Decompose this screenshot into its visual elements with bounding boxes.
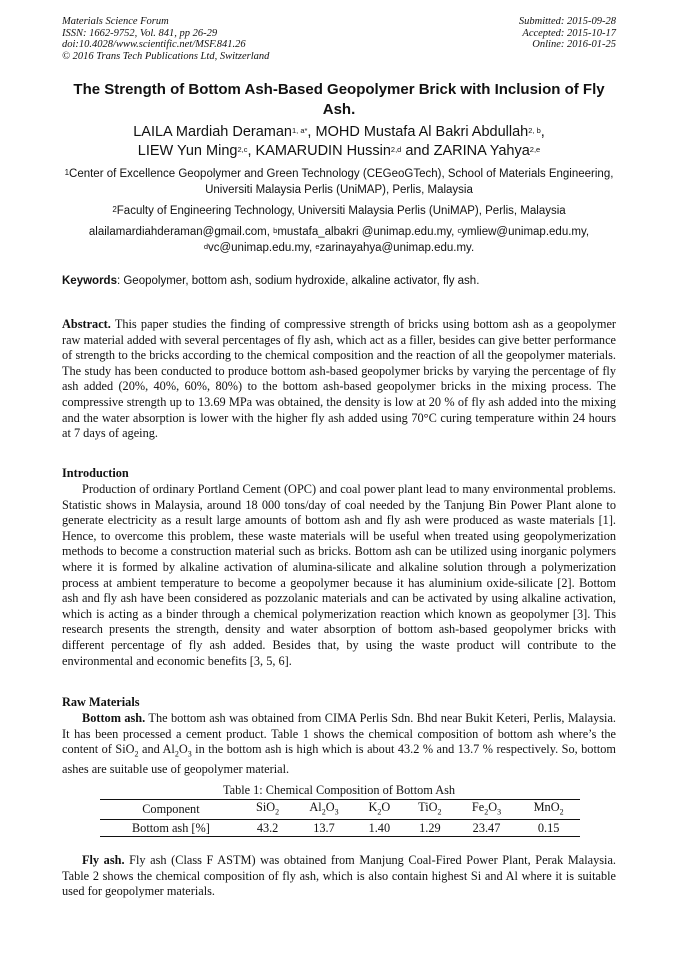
submission-dates	[519, 16, 616, 51]
email-separator: ,	[308, 241, 316, 254]
table-cell: 13.7	[313, 820, 335, 835]
author: MOHD Mustafa Al Bakri Abdullah	[315, 124, 529, 140]
abstract-label: Abstract.	[62, 317, 111, 331]
author-separator: ,	[247, 143, 256, 159]
paragraph-text: and Al	[138, 742, 175, 757]
author: KAMARUDIN Hussin	[255, 143, 391, 159]
author-separator: and	[401, 143, 434, 159]
email: vc@unimap.edu.my	[207, 241, 309, 254]
keywords-text: : Geopolymer, bottom ash, sodium hydroxide, alkaline activator, fly ash.	[116, 275, 480, 287]
paragraph-text: The bottom ash was obtained from CIMA Perlis Sdn. Bhd near Bukit Keteri, Perlis, Malaysia. It has been processed a cement product. Table 1 shows the chemical composition of bottom ash where’s the content of SiO	[62, 711, 616, 757]
affiliation	[62, 204, 616, 220]
author-emails	[62, 225, 616, 256]
author-separator: ,	[307, 124, 316, 140]
journal-name: Materials Science Forum	[62, 16, 169, 27]
table-header-cell: SiO$_2$	[256, 800, 280, 817]
table-header-cell: Component	[142, 802, 200, 817]
journal-copyright: © 2016 Trans Tech Publications Ltd, Switzerland	[62, 50, 270, 62]
paragraph-text: in the bottom ash is high which is about 43.2 % and 13.7 % respectively. So, bottom ashes are suitable use of geopolymer material.	[62, 742, 616, 777]
table-header-cell: MnO$_2$	[533, 800, 564, 817]
table-header-cell: $K_2O$	[368, 800, 391, 817]
journal-doi: doi:10.4028/www.scientific.net/MSF.841.26	[62, 39, 246, 50]
keywords-label: Keywords	[62, 275, 117, 287]
affiliation	[62, 167, 616, 198]
table-header-cell: $Fe_2O_3$	[471, 800, 502, 817]
affiliation-text: Center of Excellence Geopolymer and Green Technology (CEGeoGTech), School of Materials Engineering, Universiti Malaysia Perlis (UniMAP), Perlis, Malaysia	[69, 168, 614, 196]
author-affiliation-mark: 2,e	[529, 145, 541, 154]
table-cell: 0.15	[537, 820, 560, 835]
keywords	[62, 274, 616, 289]
section-heading-raw-materials: Raw Materials	[62, 695, 140, 709]
bottom-ash-label: Bottom ash.	[82, 711, 146, 725]
table-cell: 1.29	[419, 820, 441, 835]
email-separator: ,	[266, 226, 274, 238]
bottom-ash-paragraph: Bottom ash. The bottom ash was obtained from CIMA Perlis Sdn. Bhd near Bukit Keteri, Perlis, Malaysia. It has been processed a cement product. Table 1 shows the chemical composition of bottom ash where’s the content of SiO$_2$ and $Al_2O_3$ in the bottom ash is high which is about 43.2 % and 13.7 % respectively. So, bottom ashes are suitable use of geopolymer material.	[62, 711, 616, 777]
table-cell: Bottom ash [%]	[131, 820, 210, 835]
email-separator: ,	[585, 226, 590, 238]
affiliation-text: Faculty of Engineering Technology, Universiti Malaysia Perlis (UniMAP), Perlis, Malaysia	[116, 205, 566, 217]
email-mark: d	[203, 241, 208, 251]
email-separator: .	[470, 241, 475, 254]
abstract-text: This paper studies the finding of compressive strength of bricks using bottom ash as a geopolymer raw material added with several percentages of fly ash, which act as a filler, besides can give better performance of strength to the bricks according to the chemical composition and the reaction of all the geopolymer materials. The study has been conducted to produce bottom ash-based geopolymer bricks by varying the percentage of fly ash added (20%, 40%, 60%, 80%) to the bottom ash-based geopolymer bricks in the mixing process. The compressive strength up to 13.69 MPa was obtained, the density is low at 20 % of fly ash added into the mixing and the water absorption is lower with the higher fly ash added using 70°C curing temperature within 24 hours at 7 days of ageing.	[62, 317, 616, 441]
online-date: Online: 2016-01-25	[532, 39, 616, 50]
paragraph-text: Fly ash (Class F ASTM) was obtained from Manjung Coal-Fired Power Plant, Perak Malaysia. Table 2 shows the chemical composition of fly ash, which is also contain highest Si and Al where it is suitable used for geopolymer materials.	[62, 853, 617, 899]
author-affiliation-mark: 2,c	[237, 145, 248, 154]
email: ymliew@unimap.edu.my	[461, 226, 586, 238]
affiliation-number: 1	[64, 168, 70, 177]
author: LIEW Yun Ming	[137, 143, 238, 159]
accepted-date: Accepted: 2015-10-17	[522, 27, 616, 39]
table-header-row	[100, 800, 580, 820]
paragraph-text: O	[178, 742, 188, 757]
email-mark: b	[273, 226, 278, 235]
table-row	[100, 820, 580, 837]
author-affiliation-mark: 2, b	[528, 126, 541, 135]
author-affiliation-mark: 2,d	[390, 145, 402, 154]
email: zarinayahya@unimap.edu.my	[319, 241, 471, 254]
fly-ash-label: Fly ash.	[82, 853, 125, 867]
table-cell: 23.47	[472, 820, 501, 835]
email: mustafa_albakri @unimap.edu.my	[277, 226, 452, 238]
author: ZARINA Yahya	[433, 143, 530, 159]
introduction-text: Production of ordinary Portland Cement (OPC) and coal power plant lead to many environmental problems. Statistic shows in Malaysia, around 18 000 tons/day of coal needed by the Tanjung Bin Power Plant alone to generate electricity as a result large amounts of bottom ash and fly ash were produced as waste materials [1]. Hence, to overcome this problem, these waste materials will be useful when treated using geopolymerization methods to become a construction material such as bricks. Bottom ash can be utilized using inorganic polymers where it is formed by alkaline activation of alumina-silicate and alkaline solution through a polymerization process at ambient temperature to become a geopolymer because it has aluminium oxide-silicate [2]. Bottom ash and fly ash have been considered as pozzolanic materials and can be activated by using alkaline activation, which is acting as a binder through a chemical polymerization reaction which known as geopolymer [3]. This research presents the strength, density and water absorption of bottom ash-based geopolymer bricks with different percentage of fly ash added. Besides that, by using the waste product will contribute to the environmental and economic benefits [3, 5, 6].	[62, 482, 616, 668]
author-affiliation-mark: 1, a*	[291, 126, 308, 135]
table-header-cell: $Al_2O_3$	[309, 800, 339, 817]
table-caption: Table 1: Chemical Composition of Bottom Ash	[222, 783, 456, 797]
author-separator: ,	[540, 124, 545, 140]
table-cell: 43.2	[256, 820, 279, 835]
email-mark: c	[457, 226, 462, 235]
journal-issn: ISSN: 1662-9752, Vol. 841, pp 26-29	[62, 27, 218, 39]
author-list	[62, 123, 616, 161]
journal-info	[62, 16, 269, 62]
abstract	[62, 317, 616, 442]
email: alailamardiahderaman@gmail.com	[88, 226, 267, 238]
chemical-composition-table	[100, 799, 580, 837]
email-mark: e	[315, 241, 320, 251]
paper-title: The Strength of Bottom Ash-Based Geopolymer Brick with Inclusion of Fly Ash.	[73, 81, 605, 118]
table-cell: 1.40	[368, 820, 391, 835]
submitted-date: Submitted: 2015-09-28	[518, 16, 616, 27]
table-header-cell: TiO$_2$	[418, 800, 442, 817]
affiliation-number: 2	[112, 205, 117, 214]
author: LAILA Mardiah Deraman	[133, 124, 292, 140]
email-separator: ,	[451, 226, 458, 238]
section-heading-introduction: Introduction	[62, 466, 129, 480]
fly-ash-paragraph	[62, 853, 616, 900]
